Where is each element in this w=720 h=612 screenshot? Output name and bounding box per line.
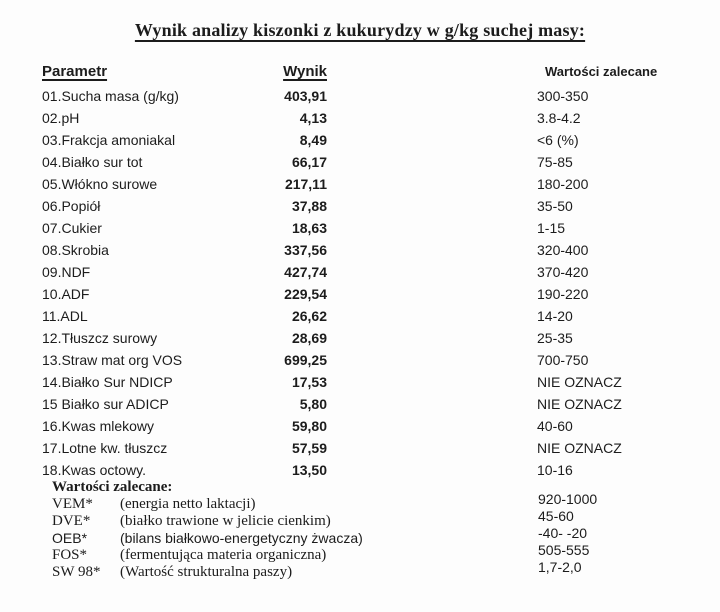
recommended-range: NIE OZNACZ bbox=[537, 374, 622, 390]
parameter-name: 14.Białko Sur NDICP bbox=[42, 374, 173, 390]
parameter-name: 18.Kwas octowy. bbox=[42, 462, 147, 478]
result-value: 403,91 bbox=[284, 88, 327, 104]
legend-heading: Wartości zalecane: bbox=[52, 479, 173, 495]
legend-list bbox=[52, 496, 363, 581]
legend-description: (białko trawione w jelicie cienkim) bbox=[120, 513, 331, 529]
table-row bbox=[42, 283, 692, 305]
recommended-range: 10-16 bbox=[537, 462, 573, 478]
table-row bbox=[42, 371, 692, 393]
parameter-name: 01.Sucha masa (g/kg) bbox=[42, 88, 179, 104]
parameter-name: 12.Tłuszcz surowy bbox=[42, 330, 158, 346]
recommended-range: 1-15 bbox=[537, 220, 566, 236]
recommended-range: 25-35 bbox=[537, 330, 573, 346]
legend-description: (bilans białkowo-energetyczny żwacza) bbox=[120, 530, 363, 546]
legend-abbreviation: SW 98* bbox=[52, 564, 101, 580]
parameter-name: 07.Cukier bbox=[42, 220, 102, 236]
result-value: 57,59 bbox=[291, 440, 327, 456]
legend-item bbox=[52, 564, 363, 581]
table-row bbox=[42, 107, 692, 129]
parameter-name: 15 Białko sur ADICP bbox=[42, 396, 169, 412]
result-value: 37,88 bbox=[291, 198, 327, 214]
legend-abbreviation: FOS* bbox=[52, 547, 88, 563]
table-row bbox=[42, 437, 692, 459]
recommended-range: 14-20 bbox=[537, 308, 573, 324]
column-header-recommended: Wartości zalecane bbox=[545, 64, 658, 79]
recommended-range: NIE OZNACZ bbox=[537, 396, 622, 412]
result-value: 28,69 bbox=[291, 330, 327, 346]
recommended-range: <6 (%) bbox=[537, 132, 579, 148]
legend-recommended-value: 1,7-2,0 bbox=[538, 559, 582, 575]
result-value: 59,80 bbox=[291, 418, 327, 434]
result-value: 17,53 bbox=[291, 374, 327, 390]
table-row bbox=[42, 85, 692, 107]
legend-item bbox=[52, 547, 363, 564]
table-row bbox=[42, 459, 692, 481]
recommended-range: 300-350 bbox=[537, 88, 589, 104]
parameter-name: 11.ADL bbox=[42, 308, 88, 324]
table-row bbox=[42, 261, 692, 283]
legend-recommended-value: 45-60 bbox=[538, 508, 574, 524]
recommended-range: 75-85 bbox=[537, 154, 573, 170]
recommended-range: NIE OZNACZ bbox=[537, 440, 622, 456]
table-row bbox=[42, 415, 692, 437]
parameter-name: 08.Skrobia bbox=[42, 242, 109, 258]
result-value: 229,54 bbox=[284, 286, 327, 302]
parameter-name: 05.Włókno surowe bbox=[42, 176, 158, 192]
parameter-name: 16.Kwas mlekowy bbox=[42, 418, 155, 434]
table-row bbox=[42, 151, 692, 173]
parameter-name: 13.Straw mat org VOS bbox=[42, 352, 183, 368]
result-value: 4,13 bbox=[299, 110, 327, 126]
parameter-name: 06.Popiół bbox=[42, 198, 101, 214]
parameter-name: 02.pH bbox=[42, 110, 80, 126]
legend-recommended-value: 920-1000 bbox=[538, 491, 598, 507]
legend-description: (fermentująca materia organiczna) bbox=[120, 547, 327, 563]
result-value: 427,74 bbox=[284, 264, 327, 280]
legend-recommended-value: 505-555 bbox=[538, 542, 590, 558]
result-value: 26,62 bbox=[291, 308, 327, 324]
legend-item bbox=[52, 496, 363, 513]
parameter-name: 04.Białko sur tot bbox=[42, 154, 143, 170]
result-value: 337,56 bbox=[284, 242, 327, 258]
recommended-range: 40-60 bbox=[537, 418, 573, 434]
legend-description: (Wartość strukturalna paszy) bbox=[120, 564, 293, 580]
legend-abbreviation: VEM* bbox=[52, 496, 93, 512]
table-row bbox=[42, 239, 692, 261]
legend-abbreviation: OEB* bbox=[52, 530, 88, 546]
table-row bbox=[42, 327, 692, 349]
table-row bbox=[42, 349, 692, 371]
recommended-range: 320-400 bbox=[537, 242, 589, 258]
table-row bbox=[42, 393, 692, 415]
legend-description: (energia netto laktacji) bbox=[120, 496, 256, 512]
result-value: 8,49 bbox=[299, 132, 327, 148]
recommended-range: 190-220 bbox=[537, 286, 589, 302]
recommended-range: 180-200 bbox=[537, 176, 589, 192]
result-value: 699,25 bbox=[284, 352, 327, 368]
table-row bbox=[42, 129, 692, 151]
legend-recommended-value: -40- -20 bbox=[538, 525, 588, 541]
table-row bbox=[42, 173, 692, 195]
parameter-name: 10.ADF bbox=[42, 286, 90, 302]
table-row bbox=[42, 195, 692, 217]
legend-abbreviation: DVE* bbox=[52, 513, 91, 529]
results-table bbox=[42, 61, 692, 481]
parameter-name: 17.Lotne kw. tłuszcz bbox=[42, 440, 168, 456]
parameter-name: 09.NDF bbox=[42, 264, 91, 280]
table-row bbox=[42, 217, 692, 239]
legend-item bbox=[52, 530, 363, 547]
column-header-parametr: Parametr bbox=[42, 63, 108, 80]
result-value: 66,17 bbox=[291, 154, 327, 170]
recommended-range: 370-420 bbox=[537, 264, 589, 280]
legend-values-column bbox=[538, 491, 597, 576]
page-title: Wynik analizy kiszonki z kukurydzy w g/kg suchej masy: bbox=[134, 20, 586, 41]
recommended-range: 700-750 bbox=[537, 352, 589, 368]
recommended-range: 3.8-4.2 bbox=[537, 110, 581, 126]
table-row bbox=[42, 305, 692, 327]
legend-item bbox=[52, 513, 363, 530]
result-value: 18,63 bbox=[291, 220, 327, 236]
parameter-name: 03.Frakcja amoniakal bbox=[42, 132, 176, 148]
column-header-wynik: Wynik bbox=[283, 63, 327, 80]
result-value: 217,11 bbox=[284, 176, 327, 192]
result-value: 5,80 bbox=[299, 396, 327, 412]
recommended-range: 35-50 bbox=[537, 198, 573, 214]
result-value: 13,50 bbox=[291, 462, 327, 478]
table-body bbox=[42, 85, 692, 481]
table-header-row bbox=[42, 61, 692, 83]
